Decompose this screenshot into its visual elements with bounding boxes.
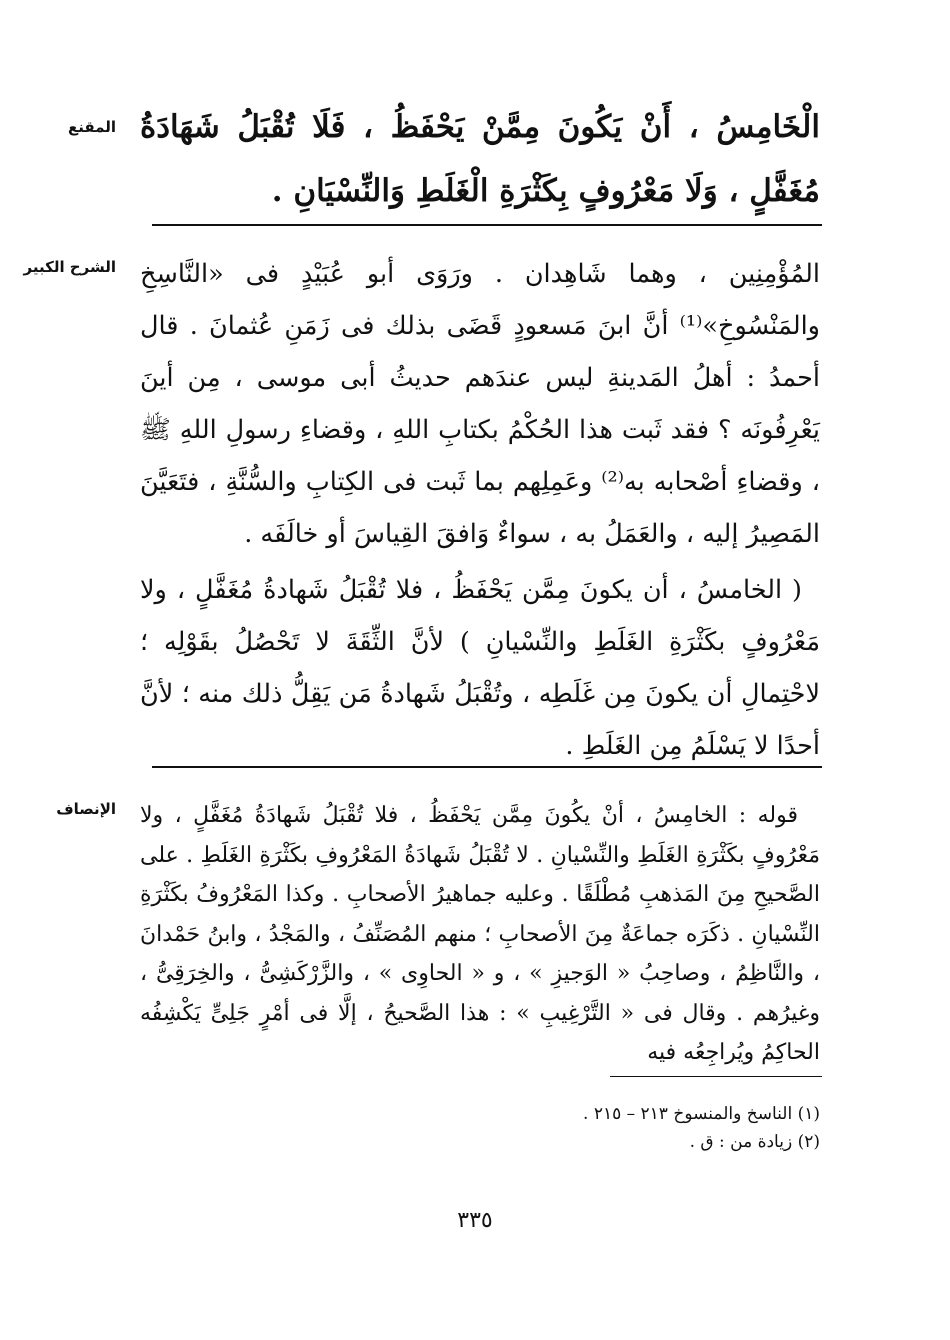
sharh-paragraph-2: ( الخامسُ ، أن يكونَ مِمَّن يَحْفَظُ ، فلا تُقْبَلُ شَهادةُ مُغَفَّلٍ ، ولا مَعْرُوفٍ بكَثْرَةِ الغَلَطِ والنِّسْيانِ ) لأنَّ الثِّقَةَ لا تَحْصُلُ بقَوْلِه ؛ لاحْتِمالِ أن يكونَ مِن غَلَطِه ، وتُقْبَلُ شَهادةُ مَن يَقِلُّ ذلك منه ؛ لأنَّ أحدًا لا يَسْلَمُ مِن الغَلَطِ . <box>140 575 820 761</box>
section-divider-2 <box>152 766 822 768</box>
side-label-insaf: الإنصاف <box>56 800 116 818</box>
sharh-paragraph-1: المُؤْمِنِين ، وهما شَاهِدان . ورَوَى أبو عُبَيْدٍ فى «النَّاسِخِ والمَنْسُوخِ»⁽¹⁾ أنَّ ابنَ مَسعودٍ قَضَى بذلك فى زَمَنِ عُثمانَ . قال أحمدُ : أهلُ المَدينةِ ليس عندَهم حديثُ أبى موسى ، مِن أينَ يَعْرِفُونَه ؟ فقد ثَبت هذا الحُكْمُ بكتابِ اللهِ ، وقضاءِ رسولِ اللهِ ﷺ ، وقضاءِ أصْحابه به⁽²⁾ وعَمِلِهم بما ثَبت فى الكِتابِ والسُّنَّةِ ، فتَعَيَّنَ المَصِيرُ إليه ، والعَمَلُ به ، سواءٌ وَافقَ القِياسَ أو خالَفَه . <box>140 259 820 549</box>
footnote-2: (٢) زيادة من : ق . <box>689 1132 820 1152</box>
insaf-text-block <box>140 796 820 1073</box>
section-divider-1 <box>152 224 822 226</box>
muqni-text-block <box>140 95 820 223</box>
muqni-text: الْخَامِسُ ، أَنْ يَكُونَ مِمَّنْ يَحْفَظُ ، فَلَا تُقْبَلُ شَهَادَةُ مُغَفَّلٍ ، وَلَا مَعْرُوفٍ بِكَثْرَةِ الْغَلَطِ وَالنِّسْيَانِ . <box>140 109 820 209</box>
page-number: ٣٣٥ <box>457 1208 493 1233</box>
footnote-1: (١) الناسخ والمنسوخ ٢١٣ – ٢١٥ . <box>583 1104 820 1124</box>
footnote-divider <box>610 1076 822 1077</box>
side-label-sharh: الشرح الكبير <box>23 258 116 276</box>
insaf-paragraph: قوله : الخامِسُ ، أنْ يكُونَ مِمَّن يَحْفَظُ ، فلا تُقْبَلُ شَهادَةُ مُغَفَّلٍ ، ولا مَعْرُوفٍ بكَثْرَةِ الغَلَطِ والنِّسْيانِ . لا تُقْبَلُ شَهادَةُ المَعْرُوفِ بكَثْرَةِ الغَلَطِ . على الصَّحيحِ مِنَ المَذهبِ مُطْلَقًا . وعليه جماهيرُ الأصحابِ . وكذا المَعْرُوفُ بكَثْرَةِ النِّسْيانِ . ذكَرَه جماعَةٌ مِنَ الأصحابِ ؛ منهم المُصَنِّفُ ، والمَجْدُ ، وابنُ حَمْدانَ ، والنَّاظِمُ ، وصاحِبُ « الوَجيزِ » ، و « الحاوِى » ، والزَّرْكَشِىُّ ، والخِرَقِىُّ ، وغيرُهم . وقال فى « التَّرْغِيبِ » : هذا الصَّحيحُ ، إلَّا فى أمْرٍ جَلِىٍّ يَكْشِفُه الحاكِمُ ويُراجِعُه فيه <box>140 803 820 1065</box>
sharh-text-block <box>140 248 820 772</box>
footnotes <box>400 1100 820 1156</box>
side-label-muqni: المقنع <box>68 118 116 136</box>
